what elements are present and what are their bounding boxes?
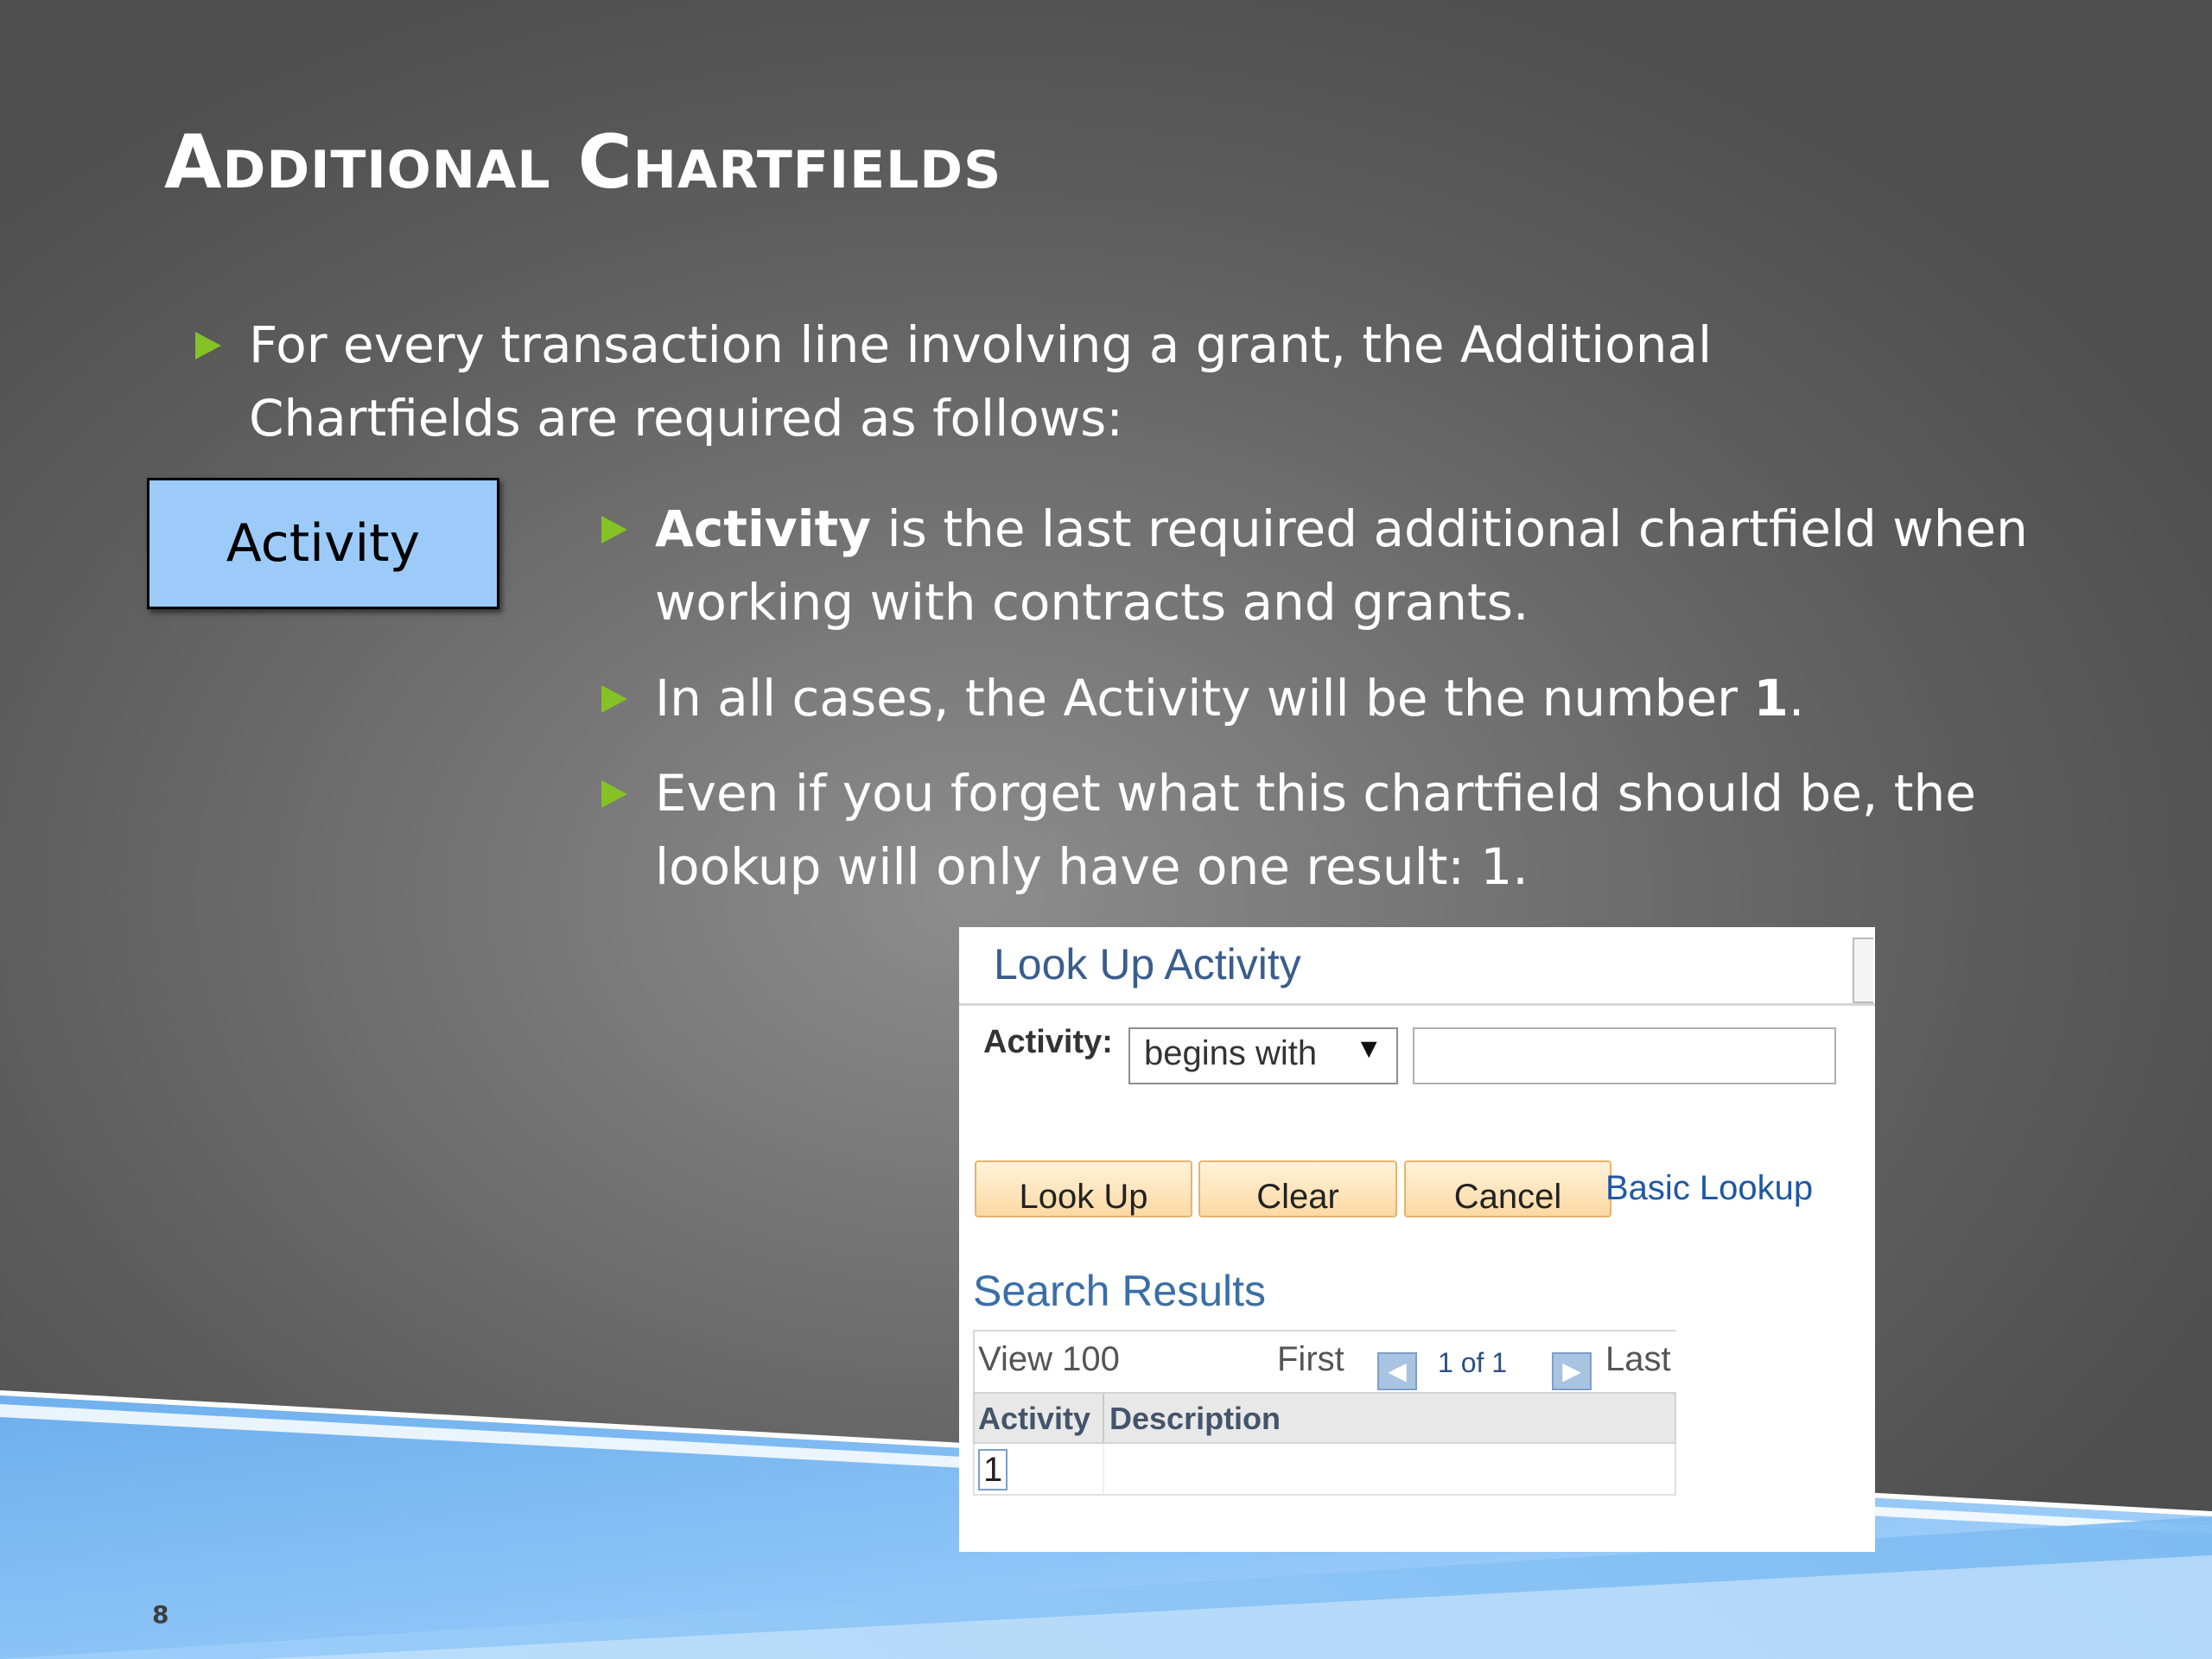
bullet-arrow-icon <box>195 332 221 359</box>
slide-title: Additional Chartfields <box>164 119 1002 206</box>
bullet-arrow-icon <box>601 780 627 808</box>
bullet-suffix: . <box>1788 669 1805 728</box>
column-header-activity[interactable]: Activity <box>978 1401 1091 1436</box>
bullet-arrow-icon <box>601 685 627 713</box>
page-count: 1 of 1 <box>1438 1347 1508 1378</box>
bullet-activity-number <box>655 662 2072 735</box>
bullet-lookup-result <box>655 757 2072 904</box>
bullet-activity-definition <box>655 493 2072 639</box>
activity-label-box <box>147 478 499 609</box>
bullet-text: In all cases, the Activity will be the number <box>655 669 1754 728</box>
lookup-title: Look Up Activity <box>994 940 1301 988</box>
operator-value: begins with <box>1144 1034 1318 1072</box>
activity-result-link[interactable]: 1 <box>978 1449 1007 1491</box>
bullet-bold-number: 1 <box>1753 669 1789 728</box>
bullet-text: is the last required additional chartfield when working with contracts and grants. <box>655 499 2028 632</box>
operator-select[interactable] <box>1128 1027 1398 1084</box>
first-link[interactable]: First <box>1277 1340 1344 1378</box>
scrollbar[interactable] <box>1853 938 1873 1003</box>
bullet-arrow-icon <box>601 516 627 543</box>
column-divider <box>1103 1444 1104 1494</box>
intro-bullet-text: For every transaction line involving a grant, the Additional Chartfields are required as follows: <box>249 315 1713 448</box>
activity-label-text: Activity <box>226 513 421 574</box>
slide-page-number: 8 <box>152 1600 169 1629</box>
activity-value-input[interactable] <box>1413 1027 1836 1084</box>
cancel-button[interactable]: Cancel <box>1404 1160 1611 1217</box>
dropdown-caret-icon: ▼ <box>1355 1033 1382 1064</box>
next-page-icon[interactable]: ▶ <box>1552 1352 1592 1390</box>
grid-navigation <box>973 1330 1676 1392</box>
last-link[interactable]: Last <box>1605 1340 1671 1378</box>
table-row[interactable] <box>973 1444 1676 1496</box>
previous-page-icon[interactable]: ◀ <box>1377 1352 1417 1390</box>
search-results-heading: Search Results <box>973 1267 1267 1315</box>
bullet-text: Even if you forget what this chartfield should be, the lookup will only have one result: 1. <box>655 764 1976 896</box>
bullet-bold-term: Activity <box>655 499 872 558</box>
look-up-button[interactable]: Look Up <box>975 1160 1192 1217</box>
intro-bullet <box>249 308 1994 455</box>
lookup-activity-window <box>959 927 1875 1552</box>
column-divider <box>1103 1394 1104 1442</box>
clear-button[interactable]: Clear <box>1198 1160 1397 1217</box>
view-100-link[interactable]: View 100 <box>978 1340 1120 1378</box>
basic-lookup-link[interactable]: Basic Lookup <box>1605 1169 1814 1207</box>
divider <box>959 1003 1875 1006</box>
column-header-description[interactable]: Description <box>1109 1401 1281 1436</box>
grid-header <box>973 1392 1676 1444</box>
activity-field-label: Activity: <box>983 1024 1113 1060</box>
